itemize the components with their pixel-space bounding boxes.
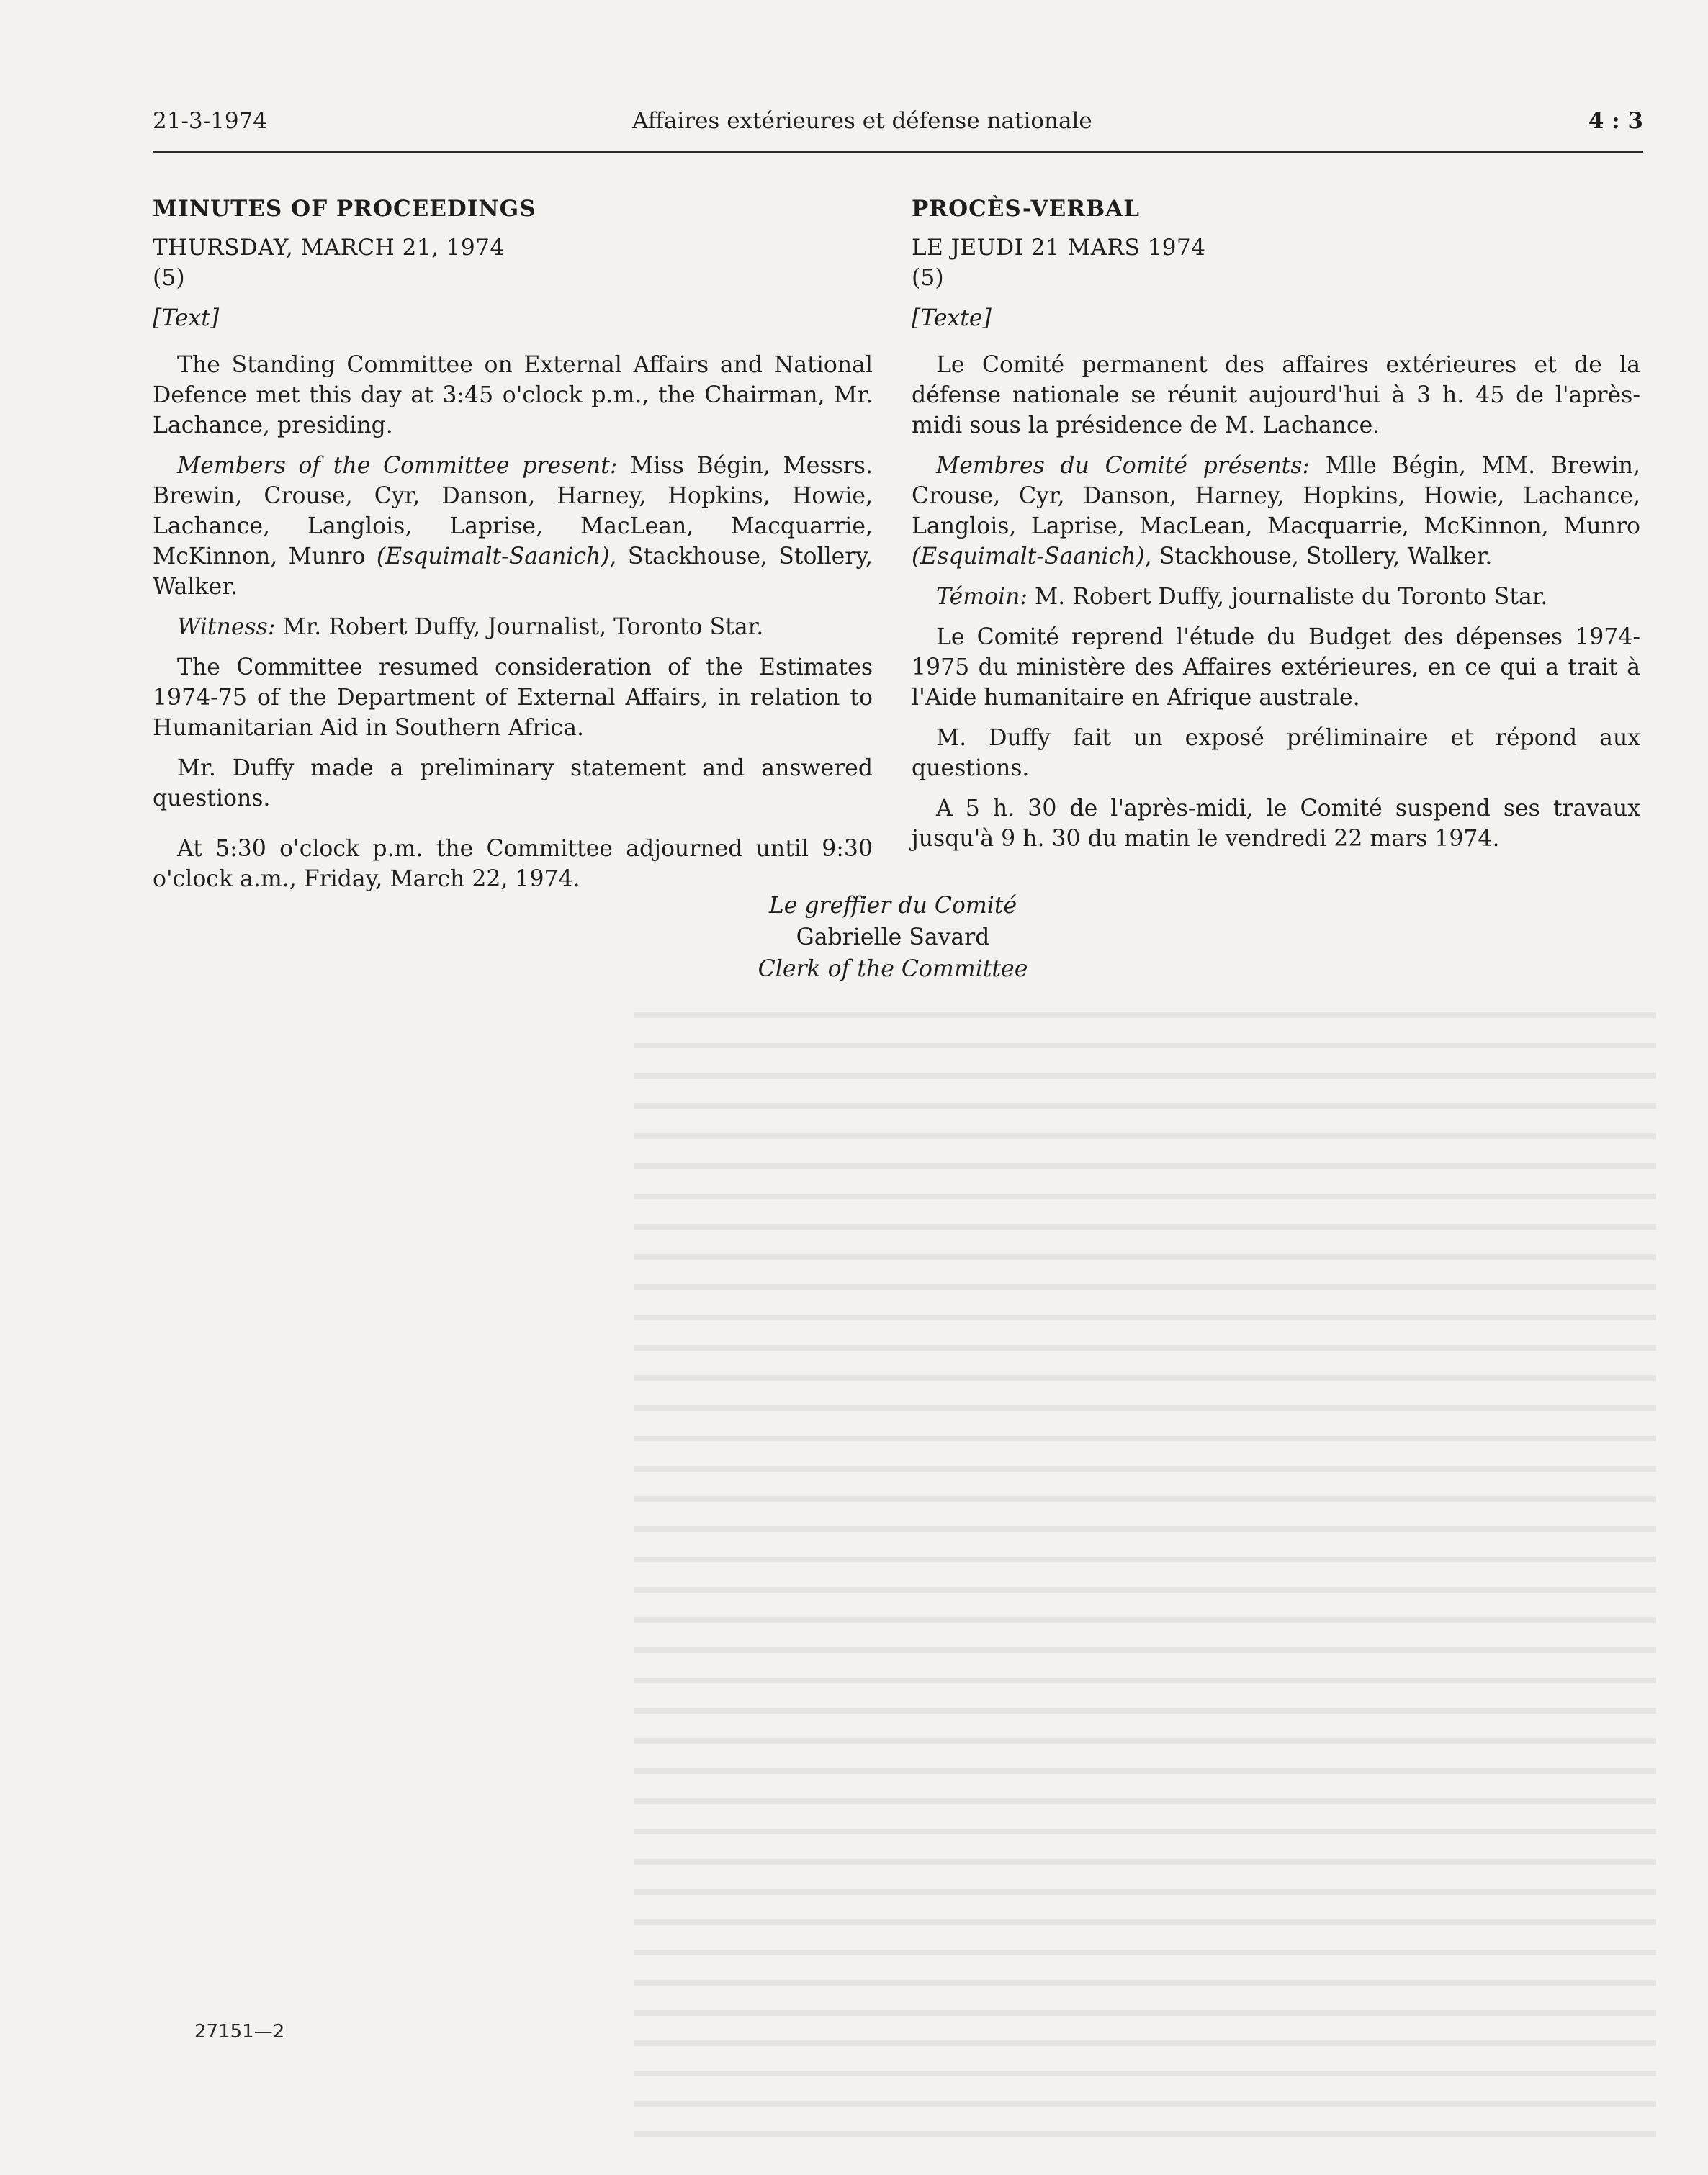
- english-riding: (Esquimalt-Saanich): [376, 544, 610, 569]
- french-witness-name: M. Robert Duffy, journaliste du Toronto Star.: [1028, 584, 1548, 610]
- english-paragraph-witness: [153, 612, 873, 642]
- french-date: LE JEUDI 21 MARS 1974: [912, 235, 1206, 261]
- show-through-text-texture: [634, 994, 1656, 2145]
- english-paragraph-members: [153, 451, 873, 602]
- english-text-label: [Text]: [153, 305, 220, 331]
- french-members-list-end: , Stackhouse, Stollery, Walker.: [1144, 544, 1493, 569]
- header-title: Affaires extérieures et défense nationale: [632, 108, 1092, 134]
- english-paragraph-meeting: The Standing Committee on External Affairs and National Defence met this day at 3:45 o'clock p.m., the Chairman, Mr. Lachance, presiding.: [153, 352, 873, 438]
- french-heading: PROCÈS-VERBAL: [912, 196, 1141, 222]
- signature-english-title: Clerk of the Committee: [758, 956, 1028, 982]
- header-date: 21-3-1974: [153, 108, 268, 134]
- french-column: [912, 193, 1640, 864]
- english-members-list: Miss Bégin, Messrs. Brewin, Crouse, Cyr, Danson, Harney, Hopkins, Howie, Lachance, Langlois, Laprise, MacLean, Macquarrie, McKinnon, Munro: [153, 453, 873, 569]
- french-paragraph-adjourn: A 5 h. 30 de l'après-midi, le Comité suspend ses travaux jusqu'à 9 h. 30 du matin le vendredi 22 mars 1974.: [912, 796, 1640, 852]
- english-witness-name: Mr. Robert Duffy, Journalist, Toronto Star.: [275, 614, 764, 640]
- english-heading: MINUTES OF PROCEEDINGS: [153, 196, 536, 222]
- english-members-label: Members of the Committee present:: [177, 453, 618, 479]
- page-header: [153, 108, 1643, 148]
- signature-french-title: Le greffier du Comité: [768, 893, 1017, 919]
- french-paragraph-meeting: Le Comité permanent des affaires extérieures et de la défense nationale se réunit aujourd'hui à 3 h. 45 de l'après-midi sous la présidence de M. Lachance.: [912, 352, 1640, 438]
- french-paragraph-witness: [912, 582, 1640, 612]
- french-members-label: Membres du Comité présents:: [936, 453, 1311, 479]
- english-members-list-end: , Stackhouse, Stollery, Walker.: [153, 544, 873, 600]
- english-witness-label: Witness:: [177, 614, 276, 640]
- english-paragraph-adjourn: At 5:30 o'clock p.m. the Committee adjourned until 9:30 o'clock a.m., Friday, March 22, 1974.: [153, 836, 873, 892]
- footer-print-code: 27151—2: [194, 2021, 285, 2043]
- french-riding: (Esquimalt-Saanich): [912, 544, 1145, 569]
- header-page-number: 4 : 3: [1588, 108, 1643, 134]
- english-paragraph-statement: Mr. Duffy made a preliminary statement and answered questions.: [153, 755, 873, 811]
- signature-block: [734, 890, 1051, 985]
- english-date: THURSDAY, MARCH 21, 1974: [153, 235, 505, 261]
- french-witness-label: Témoin:: [936, 584, 1028, 610]
- french-paragraph-members: [912, 451, 1640, 572]
- french-members-list: Mlle Bégin, MM. Brewin, Crouse, Cyr, Danson, Harney, Hopkins, Howie, Lachance, Langlois, Laprise, MacLean, Macquarrie, McKinnon, Munro: [912, 453, 1640, 539]
- english-number: (5): [153, 265, 185, 291]
- french-paragraph-statement: M. Duffy fait un exposé préliminaire et répond aux questions.: [912, 725, 1640, 781]
- signature-name: Gabrielle Savard: [796, 924, 990, 950]
- french-number: (5): [912, 265, 944, 291]
- french-text-label: [Texte]: [912, 305, 992, 331]
- french-paragraph-estimates: Le Comité reprend l'étude du Budget des dépenses 1974-1975 du ministère des Affaires extérieures, en ce qui a trait à l'Aide humanitaire en Afrique australe.: [912, 624, 1640, 711]
- english-column: [153, 193, 873, 904]
- header-rule: [153, 151, 1643, 153]
- english-paragraph-estimates: The Committee resumed consideration of the Estimates 1974-75 of the Department of External Affairs, in relation to Humanitarian Aid in Southern Africa.: [153, 654, 873, 741]
